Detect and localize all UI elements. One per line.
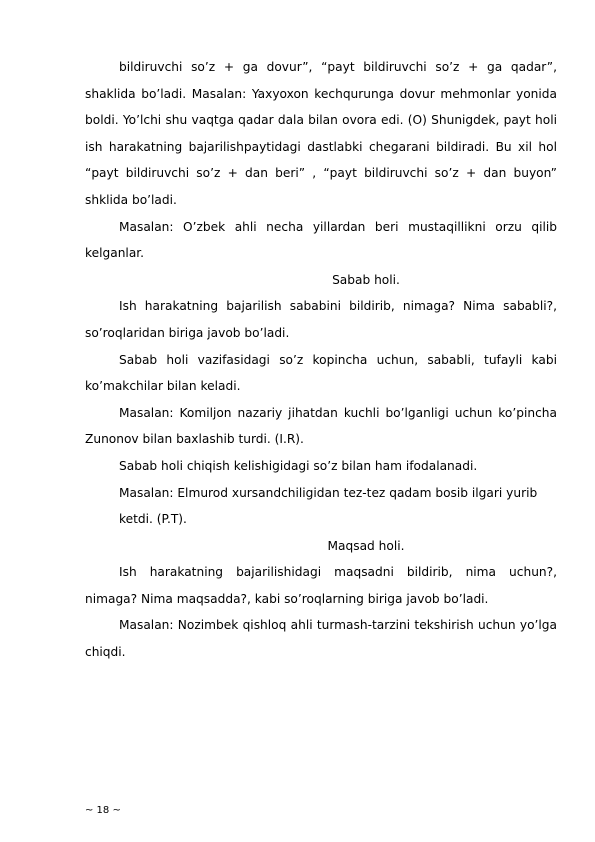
paragraph: Ish harakatning bajarilish sababini bildirib, nimaga? Nima sababli?, so’roqlaridan biriga javob bo’ladi. bbox=[85, 299, 557, 340]
paragraph: Sabab holi chiqish kelishigidagi so’z bilan ham ifodalanadi. bbox=[119, 458, 478, 473]
paragraph: Masalan: Nozimbek qishloq ahli turmash-tarzini tekshirish uchun yo’lga chiqdi. bbox=[85, 618, 557, 660]
paragraph: ketdi. (P.T). bbox=[119, 512, 187, 527]
page-number: ~ 18 ~ bbox=[85, 805, 121, 816]
section-heading: Maqsad holi. bbox=[327, 538, 405, 553]
section-heading: Sabab holi. bbox=[332, 272, 400, 287]
paragraph: Masalan: O’zbek ahli necha yillardan beri mustaqillikni orzu qilib kelganlar. bbox=[85, 219, 557, 261]
paragraph: Masalan: Elmurod xursandchiligidan tez-tez qadam bosib ilgari yurib bbox=[119, 485, 538, 500]
body-text bbox=[85, 54, 557, 666]
paragraph: Ish harakatning bajarilishidagi maqsadni bildirib, nima uchun?, nimaga? Nima maqsadda?, kabi so’roqlarning biriga javob bo’ladi. bbox=[85, 565, 557, 606]
paragraph: Masalan: Komiljon nazariy jihatdan kuchli bo’lganligi uchun ko’pincha Zunonov bilan baxlashib turdi. (I.R). bbox=[85, 405, 557, 447]
paragraph: Sabab holi vazifasidagi so’z kopincha uchun, sababli, tufayli kabi ko’makchilar bilan keladi. bbox=[85, 352, 557, 394]
paragraph: bildiruvchi so’z + ga dovur”, “payt bildiruvchi so’z + ga qadar”, shaklida bo’ladi. Masalan: Yaxyoxon kechqurunga dovur mehmonlar yonida boldi. Yo’lchi shu vaqtga qadar dala bilan ovora edi. (O) Shunigdek, payt holi ish harakatning bajarilishpaytidagi dastlabki chegarani bildiradi. Bu xil hol “payt bildiruvchi so’z + dan beri” , “payt bildiruvchi so’z + dan buyon” shklida bo’ladi. bbox=[85, 60, 557, 207]
